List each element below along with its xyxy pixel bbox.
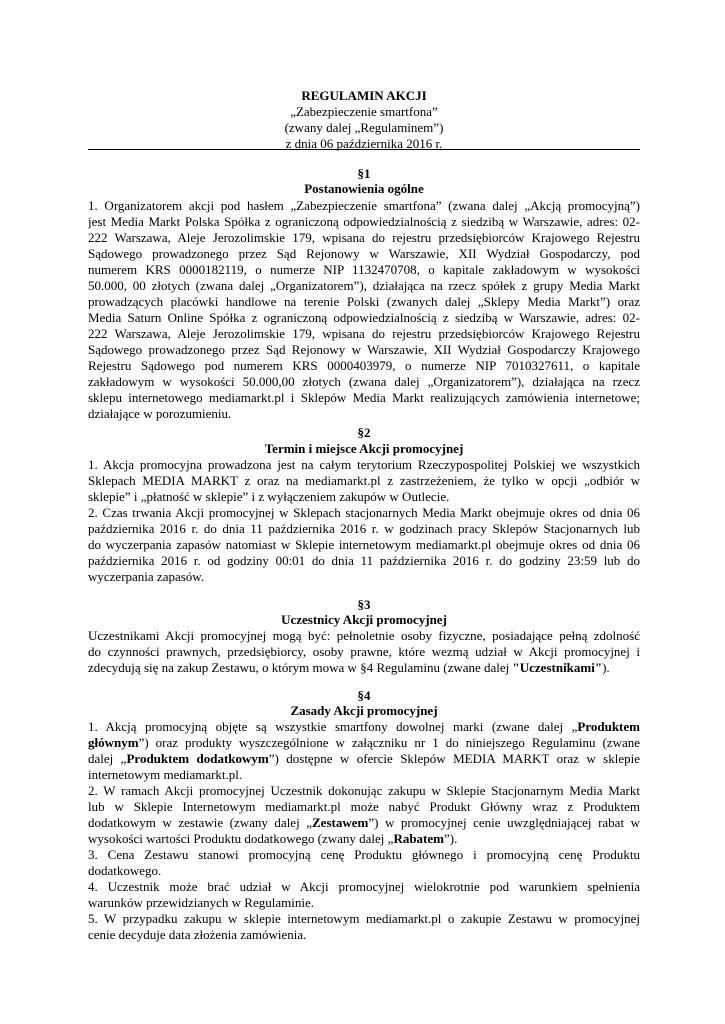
text-line: 2. W ramach Akcji promocyjnej Uczestnik dokonując zakupu w Sklepie Stacjonarnym Media Markt: [88, 783, 640, 798]
section-2-body: [88, 457, 640, 585]
text-line: Rejestru Sądowego pod numerem KRS 0000403979, o numerze NIP 7010327611, o kapitale: [88, 358, 640, 373]
text-line: 50.000, 00 złotych (zwana dalej „Organizatorem”), działająca na rzecz spółek z grupy Media Markt: [88, 278, 640, 293]
text-line: sklepie” i „płatność w sklepie” i z wyłączeniem zakupów w Outlecie.: [88, 489, 450, 504]
text-line: 1. Akcja promocyjna prowadzona jest na całym terytorium Rzeczypospolitej Polskiej we wszystkich: [88, 457, 640, 472]
text-line: internetowym mediamarkt.pl.: [88, 767, 243, 782]
section-1-body: [88, 198, 640, 422]
text-line: 1. Organizatorem akcji pod hasłem „Zabezpieczenie smartfona” (zwana dalej „Akcją promocyjną”): [88, 198, 640, 213]
text-line: zakładowym w wysokości 50.000,00 złotych (zwana dalej „Organizatorem”), działająca na rzecz: [88, 374, 640, 389]
text-line: prowadzących placówki handlowe na terenie Polski (zwanych dalej „Sklepy Media Markt”) oraz: [88, 294, 640, 309]
text-line: 3. Cena Zestawu stanowi promocyjną cenę Produktu głównego i promocyjną cenę Produktu: [88, 847, 640, 862]
text-line: [88, 751, 640, 767]
document-called: (zwany dalej „Regulaminem”): [284, 120, 444, 135]
section-1-number: §1: [357, 166, 371, 181]
text-run: ”) dostępne w ofercie Sklepów MEDIA MARKT oraz w sklepie: [268, 751, 640, 766]
section-4-body: [88, 719, 640, 943]
document-date: z dnia 06 października 2016 r.: [285, 136, 443, 151]
text-line: do czynności prawnych, przedsiębiorcy, osoby prawne, które wezmą udział w Akcji promocyjnej i: [88, 644, 640, 659]
header-divider: [88, 149, 640, 150]
text-line: sklepu internetowego mediamarkt.pl i Sklepów Media Markt realizujących zamówienia internetowe;: [88, 390, 640, 405]
text-line: października 2016 r. od godziny 00:01 do dnia 11 października 2016 r. do godziny 23:59 lub do: [88, 553, 640, 568]
text-line: Sądowego prowadzonego przez Sąd Rejonowy w Warszawie, XII Wydział Gospodarczy Krajowego: [88, 342, 640, 357]
text-line: do wyczerpania zapasów natomiast w Sklepie internetowym mediamarkt.pl obejmuje okres od dnia 06: [88, 537, 640, 552]
bold-term: głównym: [88, 735, 139, 750]
section-4-number: §4: [357, 688, 371, 703]
text-line: [88, 831, 640, 847]
text-line: warunków przewidzianych w Regulaminie.: [88, 895, 314, 910]
section-3-number: §3: [357, 597, 371, 612]
text-line: Sklepach MEDIA MARKT z oraz na mediamarkt.pl z zastrzeżeniem, że tylko w opcji „odbiór w: [88, 473, 640, 488]
section-3-title: Uczestnicy Akcji promocyjnej: [281, 612, 447, 627]
text-run: 1. Akcją promocyjną objęte są wszystkie smartfony dowolnej marki (zwane dalej „: [88, 719, 578, 734]
text-line: wyczerpania zapasów.: [88, 569, 205, 584]
text-run: wysokości wartości Produktu dodatkowego (zwany dalej „: [88, 831, 394, 846]
text-line: 222 Warszawa, Aleje Jerozolimskie 179, wpisana do rejestru przedsiębiorców Krajowego Rejestru: [88, 326, 640, 341]
text-line: [88, 815, 640, 831]
text-run: zdecydują się na zakup Zestawu, o którym mowa w §4 Regulaminu (zwane dalej: [88, 660, 513, 675]
text-line: [88, 660, 640, 676]
text-line: [88, 719, 640, 735]
document-header: [88, 88, 640, 152]
text-line: października 2016 r. do dnia 11 października 2016 r. w godzinach pracy Sklepów Stacjonarnych lub: [88, 521, 640, 536]
text-run: ”) oraz produkty wyszczególnione w załączniku nr 1 do niniejszego Regulaminu (zwane: [138, 735, 640, 750]
text-line: dodatkowego.: [88, 863, 162, 878]
bold-term: Produktem: [577, 719, 640, 734]
text-line: numerem KRS 0000182119, o numerze NIP 1132470708, o kapitale zakładowym w wysokości: [88, 262, 640, 277]
bold-term: "Uczestnikami": [512, 660, 603, 675]
text-line: 5. W przypadku zakupu w sklepie internetowym mediamarkt.pl o zakupie Zestawu w promocyjnej: [88, 911, 640, 926]
bold-term: Produktem dodatkowym: [126, 751, 269, 766]
section-4-title: Zasady Akcji promocyjnej: [290, 703, 438, 718]
text-line: Media Saturn Online Spółka z ograniczoną odpowiedzialnością z siedzibą w Warszawie, adres: 02-: [88, 310, 640, 325]
text-run: dodatkowym w zestawie (zwany dalej „: [88, 815, 312, 830]
text-run: ).: [602, 660, 610, 675]
text-run: ”) w promocyjnej cenie uwzględniającej rabat w: [368, 815, 640, 830]
document-subtitle: „Zabezpieczenie smartfona”: [290, 104, 438, 119]
text-line: 222 Warszawa, Aleje Jerozolimskie 179, wpisana do rejestru przedsiębiorców Krajowego Rejestru: [88, 230, 640, 245]
text-line: 2. Czas trwania Akcji promocyjnej w Sklepach stacjonarnych Media Markt obejmuje okres od dnia 06: [88, 505, 640, 520]
section-2-title: Termin i miejsce Akcji promocyjnej: [264, 441, 464, 456]
text-line: jest Media Markt Polska Spółka z ograniczoną odpowiedzialnością z siedzibą w Warszawie, adres: 02-: [88, 214, 640, 229]
text-line: [88, 735, 640, 751]
text-line: lub w Sklepie Internetowym mediamarkt.pl może nabyć Produkt Główny wraz z Produktem: [88, 799, 640, 814]
text-run: ”).: [443, 831, 458, 846]
text-run: dalej „: [88, 751, 127, 766]
text-line: Sądowego prowadzonego przez Sąd Rejonowy w Warszawie, XII Wydział Gospodarczy, pod: [88, 246, 640, 261]
bold-term: Zestawem: [312, 815, 369, 830]
section-2-number: §2: [357, 425, 371, 440]
section-1-title: Postanowienia ogólne: [304, 181, 424, 196]
bold-term: Rabatem: [393, 831, 444, 846]
document-title: REGULAMIN AKCJI: [301, 88, 427, 103]
text-line: cenie decyduje data złożenia zamówienia.: [88, 927, 307, 942]
text-line: działające w porozumieniu.: [88, 406, 232, 421]
text-line: Uczestnikami Akcji promocyjnej mogą być: pełnoletnie osoby fizyczne, posiadające pełną zdolność: [88, 628, 640, 643]
section-3-body: [88, 628, 640, 676]
text-line: 4. Uczestnik może brać udział w Akcji promocyjnej wielokrotnie pod warunkiem spełnienia: [88, 879, 640, 894]
